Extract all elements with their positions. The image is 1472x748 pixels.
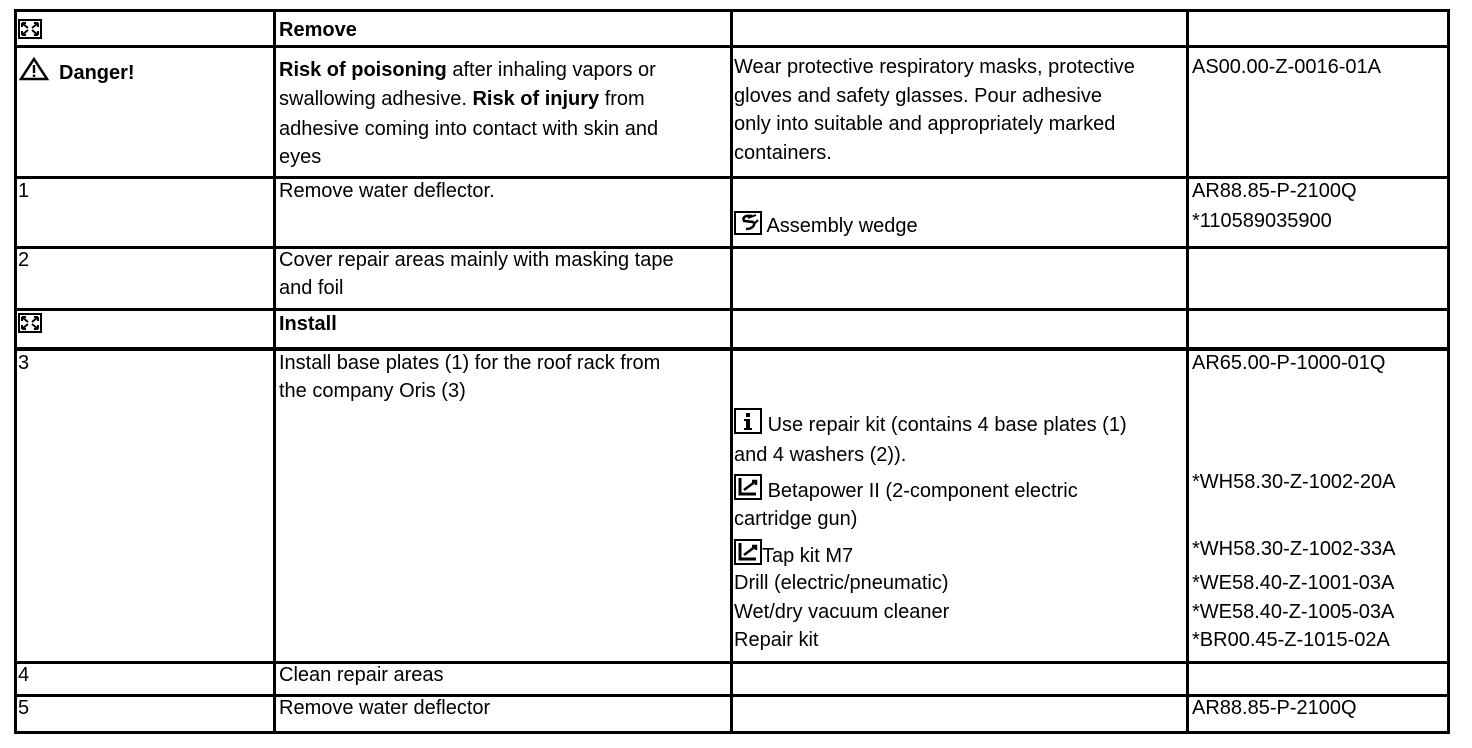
danger-risk-line-3: adhesive coming into contact with skin and bbox=[279, 118, 659, 140]
install-section-label: Install bbox=[279, 313, 337, 335]
risk-injury-label: Risk of injury bbox=[472, 88, 600, 110]
step-1-part-number: *110589035900 bbox=[1192, 210, 1332, 232]
step-1-tool bbox=[734, 211, 918, 240]
step-3-text-line: the company Oris (3) bbox=[279, 380, 466, 402]
repair-kit-info-text-2: and 4 washers (2)). bbox=[734, 444, 907, 466]
danger-measure-line: containers. bbox=[734, 142, 832, 164]
betapower-reference: *WH58.30-Z-1002-20A bbox=[1192, 471, 1396, 493]
vacuum-cleaner-label: Wet/dry vacuum cleaner bbox=[734, 601, 950, 623]
step-number: 2 bbox=[18, 249, 30, 271]
risk-poisoning-label: Risk of poisoning bbox=[279, 59, 447, 81]
equipment-betapower bbox=[734, 474, 1078, 505]
step-1-reference: AR88.85-P-2100Q bbox=[1192, 180, 1357, 202]
danger-risk-line-2 bbox=[279, 85, 645, 113]
risk-poisoning-text-2: swallowing adhesive. bbox=[279, 88, 467, 110]
risk-injury-text: from bbox=[599, 88, 645, 110]
row-divider bbox=[17, 308, 1447, 311]
row-divider bbox=[17, 246, 1447, 249]
risk-poisoning-text: after inhaling vapors or bbox=[446, 59, 656, 81]
step-3-info bbox=[734, 408, 1127, 439]
step-5-text: Remove water deflector bbox=[279, 697, 491, 719]
row-divider bbox=[17, 661, 1447, 664]
danger-reference: AS00.00-Z-0016-01A bbox=[1192, 56, 1382, 78]
step-5-reference: AR88.85-P-2100Q bbox=[1192, 697, 1357, 719]
expand-arrows-icon bbox=[18, 313, 42, 333]
repair-kit-reference: *BR00.45-Z-1015-02A bbox=[1192, 629, 1390, 651]
step-3-text-line: Install base plates (1) for the roof rack from bbox=[279, 352, 661, 374]
info-icon bbox=[734, 408, 762, 434]
danger-measure-line: gloves and safety glasses. Pour adhesive bbox=[734, 85, 1102, 107]
step-2-text-line: and foil bbox=[279, 277, 344, 299]
step-4-text: Clean repair areas bbox=[279, 664, 444, 686]
danger-risk-line-1 bbox=[279, 56, 656, 84]
danger-label: Danger! bbox=[59, 62, 135, 84]
step-3-reference: AR65.00-P-1000-01Q bbox=[1192, 352, 1386, 374]
expand-arrows-icon bbox=[18, 19, 42, 39]
special-tool-icon bbox=[734, 211, 762, 235]
assembly-wedge-label: Assembly wedge bbox=[766, 215, 918, 237]
danger-measure-line: only into suitable and appropriately marked bbox=[734, 113, 1116, 135]
column-divider bbox=[1186, 12, 1189, 731]
step-number: 1 bbox=[18, 180, 30, 202]
step-2-text-line: Cover repair areas mainly with masking tape bbox=[279, 249, 674, 271]
workshop-equipment-icon bbox=[734, 474, 762, 500]
column-divider bbox=[273, 12, 276, 731]
warning-triangle-icon bbox=[19, 57, 49, 81]
equipment-tap-kit bbox=[734, 539, 853, 570]
repair-kit-info-text: Use repair kit (contains 4 base plates (1) bbox=[767, 414, 1127, 436]
danger-measure-line: Wear protective respiratory masks, protective bbox=[734, 56, 1135, 78]
step-1-text: Remove water deflector. bbox=[279, 180, 495, 202]
row-divider bbox=[17, 45, 1447, 48]
vacuum-cleaner-reference: *WE58.40-Z-1005-03A bbox=[1192, 601, 1395, 623]
tap-kit-label: Tap kit M7 bbox=[762, 545, 854, 567]
danger-risk-line-4: eyes bbox=[279, 146, 322, 168]
tap-kit-reference: *WH58.30-Z-1002-33A bbox=[1192, 538, 1396, 560]
drill-label: Drill (electric/pneumatic) bbox=[734, 572, 949, 594]
drill-reference: *WE58.40-Z-1001-03A bbox=[1192, 572, 1395, 594]
betapower-label-2: cartridge gun) bbox=[734, 508, 858, 530]
remove-section-label: Remove bbox=[279, 19, 357, 41]
betapower-label: Betapower II (2-component electric bbox=[767, 480, 1078, 502]
step-number: 3 bbox=[18, 352, 30, 374]
step-number: 5 bbox=[18, 697, 30, 719]
repair-kit-label: Repair kit bbox=[734, 629, 819, 651]
step-number: 4 bbox=[18, 664, 30, 686]
workshop-equipment-icon bbox=[734, 539, 762, 565]
column-divider bbox=[730, 12, 733, 731]
